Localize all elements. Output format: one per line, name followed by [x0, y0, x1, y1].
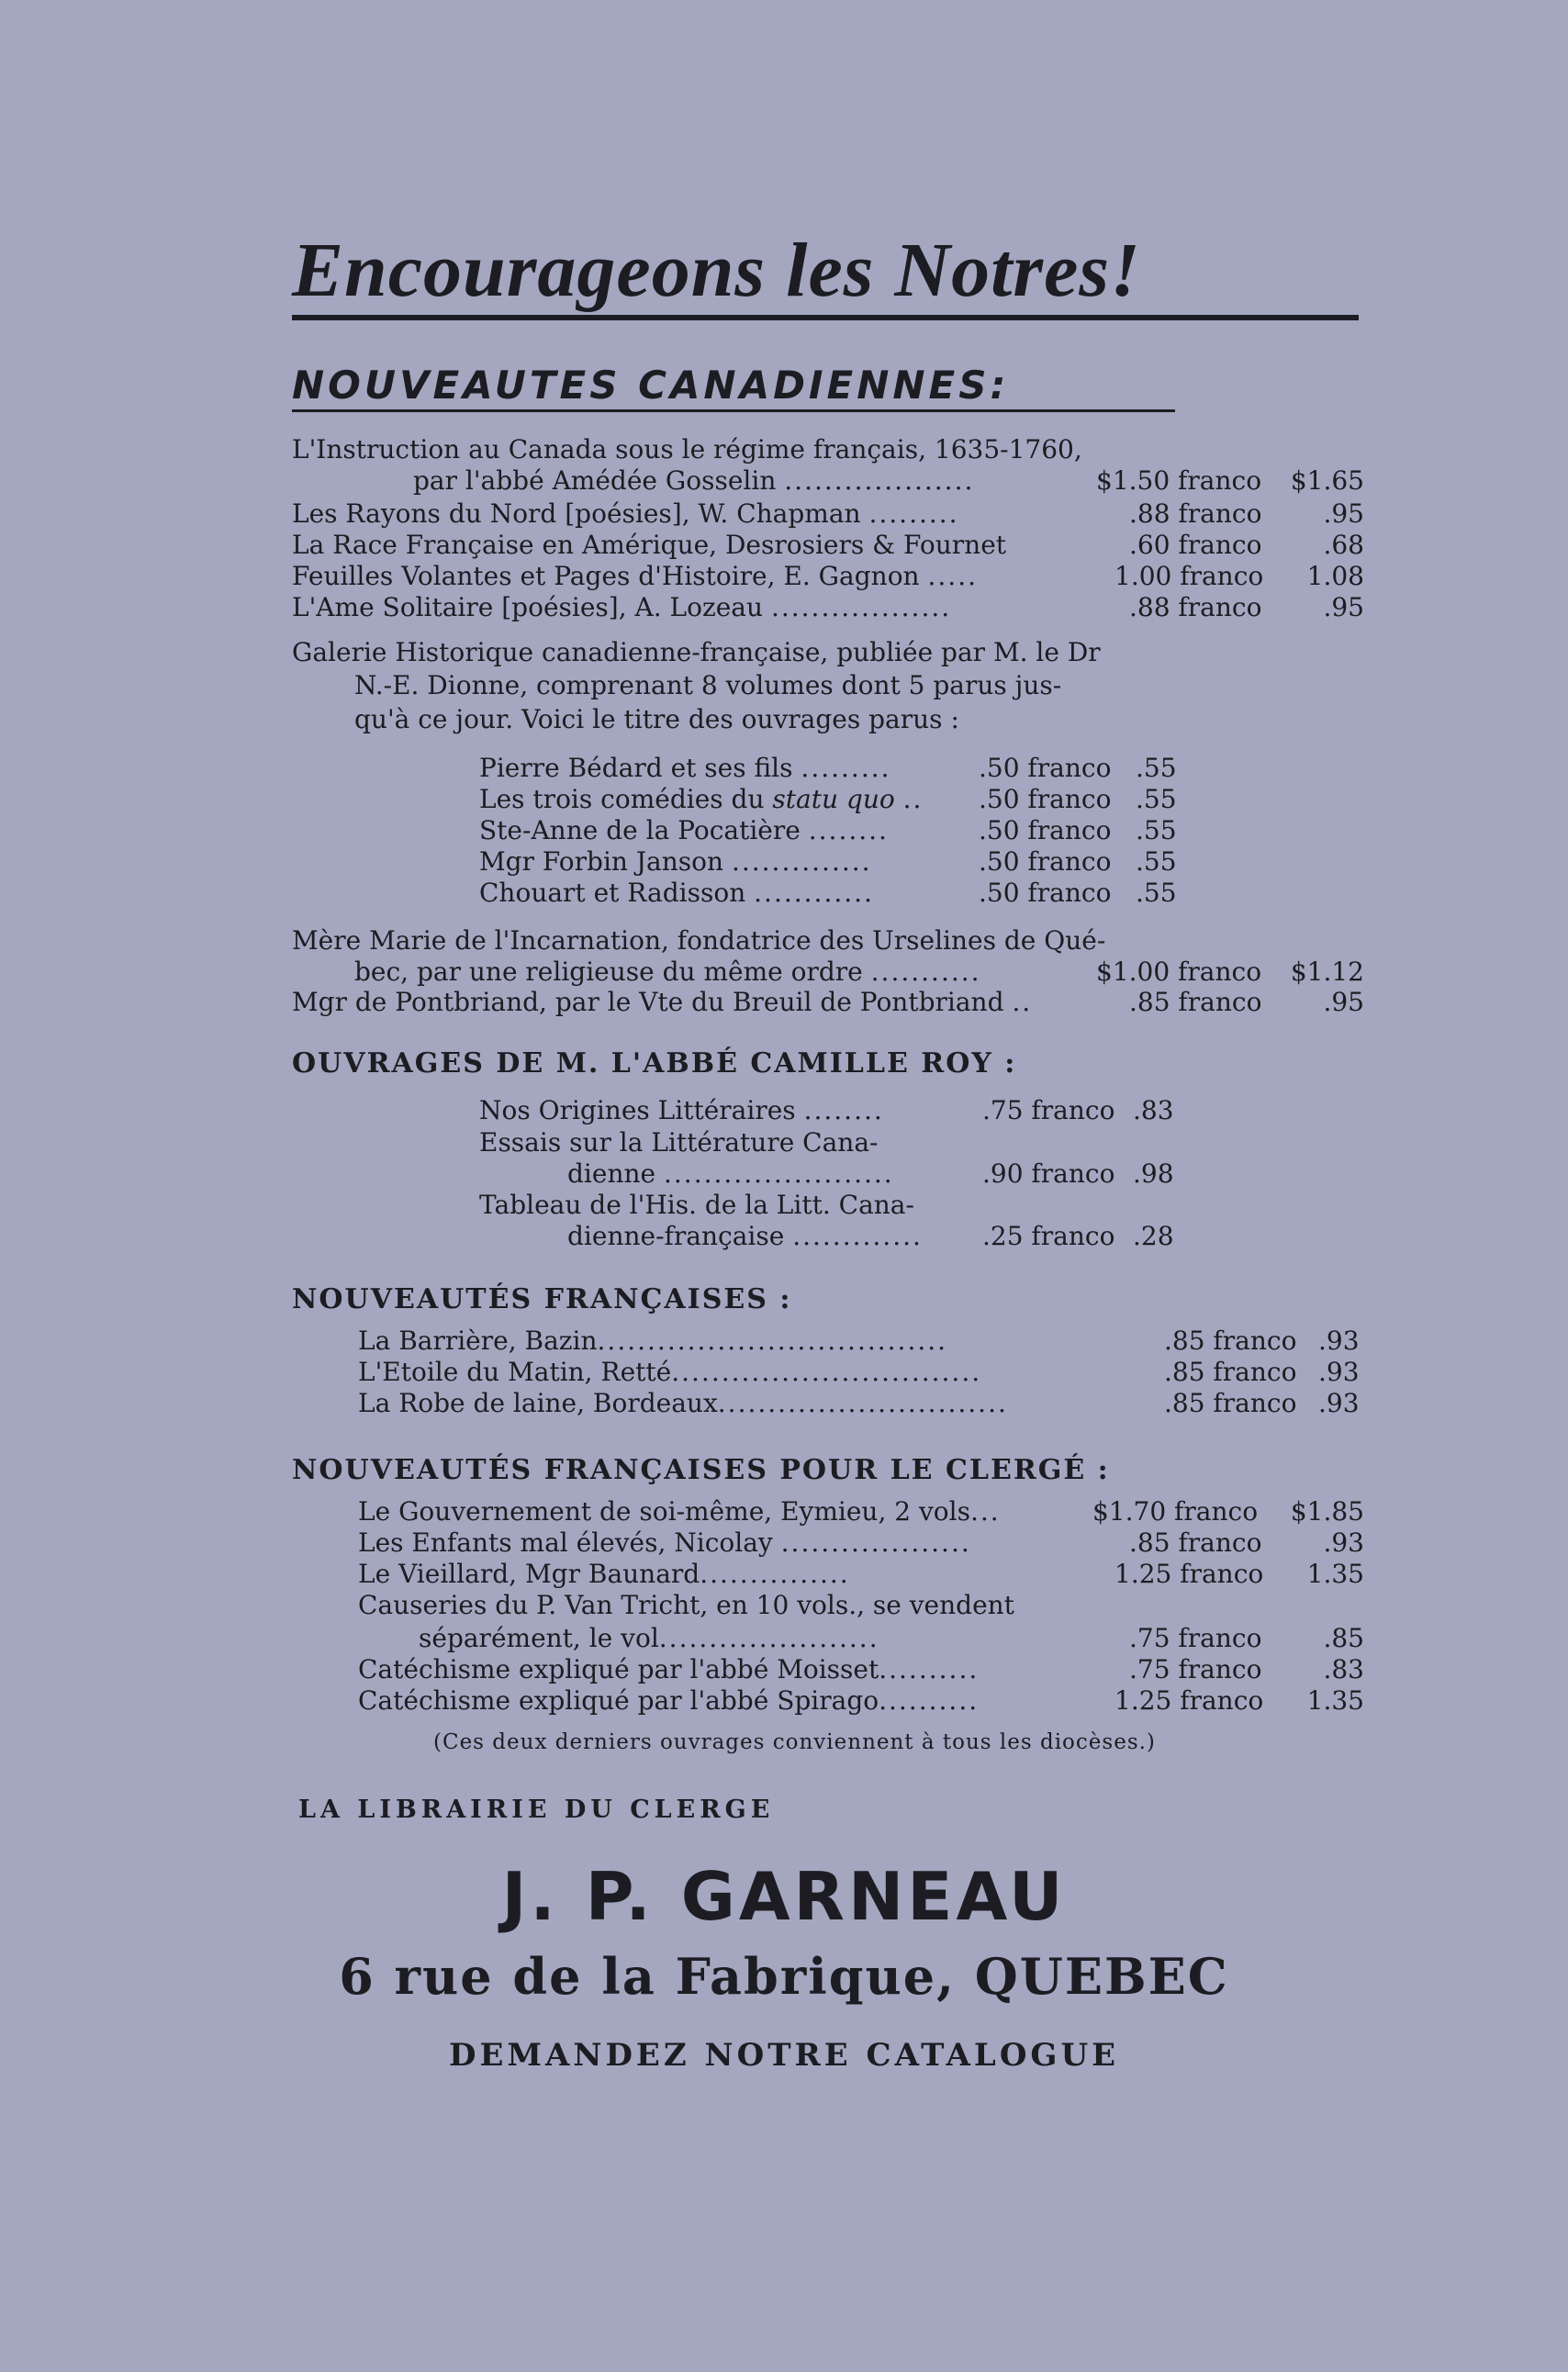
book-price: 1.00 franco [1114, 561, 1264, 591]
book-price: $1.50 franco [1096, 465, 1262, 496]
book-entry [358, 1326, 1368, 1357]
book-franco-price: .95 [1323, 498, 1364, 529]
book-price: .75 franco [982, 1095, 1115, 1125]
book-title: Mgr de Pontbriand, par le Vte du Breuil de Pontbriand .. [292, 987, 1033, 1017]
book-title: Nos Origines Littéraires ........ [479, 1095, 884, 1125]
book-price: .85 franco [1164, 1357, 1297, 1387]
book-price: .25 franco [982, 1221, 1115, 1251]
book-entry [292, 925, 1366, 990]
book-title: La Robe de laine, Bordeaux............................. [358, 1388, 1008, 1418]
book-title: Le Gouvernement de soi-même, Eymieu, 2 vols... [358, 1496, 1001, 1527]
volume-entry [479, 815, 1195, 846]
book-franco-price: .68 [1323, 530, 1364, 560]
book-title-line1: L'Instruction au Canada sous le régime français, 1635-1760, [292, 434, 1082, 464]
title-underline [292, 315, 1359, 320]
book-entry [358, 1496, 1368, 1527]
book-franco-price: 1.08 [1306, 561, 1364, 591]
volume-title: Chouart et Radisson ............ [479, 878, 874, 908]
volume-entry [479, 784, 1195, 815]
volume-entry [479, 846, 1195, 878]
book-price: 1.25 franco [1114, 1559, 1264, 1589]
book-title-line1: Causeries du P. Van Tricht, en 10 vols., se vendent [358, 1590, 1014, 1620]
book-franco-price: .93 [1318, 1357, 1360, 1387]
book-entry [292, 434, 1366, 498]
publisher-name: J. P. GARNEAU [501, 1858, 1067, 1935]
book-entry [479, 1095, 1195, 1126]
book-title: Les Enfants mal élevés, Nicolay ................... [358, 1527, 971, 1558]
book-franco-price: .95 [1323, 592, 1364, 622]
book-author: bec, par une religieuse du même ordre ........... [354, 957, 981, 987]
book-franco-price: .55 [1136, 815, 1177, 845]
book-franco-price: $1.12 [1290, 957, 1364, 987]
book-price: 1.25 franco [1114, 1685, 1264, 1716]
book-franco-price: .55 [1136, 753, 1177, 783]
book-franco-price: .85 [1323, 1623, 1364, 1653]
book-franco-price: .93 [1318, 1326, 1360, 1356]
book-franco-price: 1.35 [1306, 1559, 1364, 1589]
book-entry [479, 1127, 1195, 1192]
book-entry [292, 530, 1366, 561]
book-title: L'Ame Solitaire [poésies], A. Lozeau .................. [292, 592, 952, 622]
book-title-line1: Tableau de l'His. de la Litt. Cana- [479, 1190, 914, 1220]
book-price: .60 franco [1129, 530, 1262, 560]
volume-title: Les trois comédies du statu quo .. [479, 784, 924, 814]
book-entry [292, 561, 1366, 592]
galerie-line: Galerie Historique canadienne-française, publiée par M. le Dr [292, 637, 1101, 667]
book-franco-price: .93 [1318, 1388, 1360, 1418]
book-entry [292, 987, 1366, 1018]
book-price: .50 franco [979, 784, 1112, 814]
galerie-intro [292, 637, 1210, 738]
book-title-line2: dienne-française ............. [567, 1221, 923, 1251]
book-entry [479, 1190, 1195, 1254]
book-price: .85 franco [1129, 987, 1262, 1017]
book-franco-price: .93 [1323, 1527, 1364, 1558]
section-heading-francaises: NOUVEAUTÉS FRANÇAISES : [292, 1283, 792, 1315]
book-title-line1: Mère Marie de l'Incarnation, fondatrice des Urselines de Qué- [292, 925, 1106, 956]
book-price: .50 franco [979, 815, 1112, 845]
book-entry [358, 1527, 1368, 1559]
book-title: La Barrière, Bazin................................... [358, 1326, 948, 1356]
page-title: Encourageons les Notres! [292, 228, 1141, 313]
volume-title: Ste-Anne de la Pocatière ........ [479, 815, 889, 845]
book-price: $1.70 franco [1092, 1496, 1259, 1527]
book-author: par l'abbé Amédée Gosselin ................... [413, 465, 975, 496]
galerie-line: qu'à ce jour. Voici le titre des ouvrages parus : [354, 704, 959, 734]
book-franco-price: $1.65 [1290, 465, 1364, 496]
catalogue-call: DEMANDEZ NOTRE CATALOGUE [448, 2037, 1120, 2074]
book-price: .85 franco [1164, 1388, 1297, 1418]
book-franco-price: .98 [1133, 1158, 1174, 1189]
book-franco-price: $1.85 [1290, 1496, 1364, 1527]
book-franco-price: .28 [1133, 1221, 1174, 1251]
book-franco-price: .55 [1136, 784, 1177, 814]
volume-title: Pierre Bédard et ses fils ......... [479, 753, 891, 783]
book-price: .90 franco [982, 1158, 1115, 1189]
book-price: .88 franco [1129, 498, 1262, 529]
section-heading-canadiennes: NOUVEAUTES CANADIENNES: [292, 363, 1010, 408]
book-price: .85 franco [1164, 1326, 1297, 1356]
book-title: La Race Française en Amérique, Desrosiers & Fournet [292, 530, 1007, 560]
book-title: Catéchisme expliqué par l'abbé Spirago.......... [358, 1685, 980, 1716]
section-heading-clerge: NOUVEAUTÉS FRANÇAISES POUR LE CLERGÉ : [292, 1454, 1110, 1486]
galerie-line: N.-E. Dionne, comprenant 8 volumes dont 5 parus jus- [354, 670, 1062, 700]
book-price: .88 franco [1129, 592, 1262, 622]
book-entry [358, 1654, 1368, 1685]
book-franco-price: 1.35 [1306, 1685, 1364, 1716]
book-title-line2: séparément, le vol...................... [419, 1623, 879, 1653]
book-price: .75 franco [1129, 1623, 1262, 1653]
footnote: (Ces deux derniers ouvrages conviennent à tous les diocèses.) [433, 1730, 1156, 1754]
book-price: .75 franco [1129, 1654, 1262, 1684]
book-franco-price: .55 [1136, 846, 1177, 877]
book-franco-price: .55 [1136, 878, 1177, 908]
volume-entry [479, 878, 1195, 909]
book-price: .50 franco [979, 753, 1112, 783]
book-franco-price: .83 [1133, 1095, 1174, 1125]
book-entry [292, 592, 1366, 623]
book-price: .50 franco [979, 846, 1112, 877]
book-price: $1.00 franco [1096, 957, 1262, 987]
book-entry [358, 1559, 1368, 1590]
book-entry [358, 1590, 1368, 1654]
book-title: Le Vieillard, Mgr Baunard............... [358, 1559, 850, 1589]
librairie-label: LA LIBRAIRIE DU CLERGE [298, 1796, 775, 1824]
book-entry [358, 1357, 1368, 1388]
section-underline [292, 409, 1175, 412]
book-entry [358, 1685, 1368, 1717]
book-franco-price: .95 [1323, 987, 1364, 1017]
book-price: .85 franco [1129, 1527, 1262, 1558]
book-title: Les Rayons du Nord [poésies], W. Chapman ......... [292, 498, 959, 529]
volume-title: Mgr Forbin Janson .............. [479, 846, 872, 877]
section-heading-roy: OUVRAGES DE M. L'ABBÉ CAMILLE ROY : [292, 1047, 1017, 1080]
book-title: L'Etoile du Matin, Retté............................... [358, 1357, 982, 1387]
book-price: .50 franco [979, 878, 1112, 908]
publisher-address: 6 rue de la Fabrique, QUEBEC [339, 1947, 1229, 2006]
book-franco-price: .83 [1323, 1654, 1364, 1684]
book-entry [292, 498, 1366, 530]
book-title: Feuilles Volantes et Pages d'Histoire, E. Gagnon ..... [292, 561, 979, 591]
book-entry [358, 1388, 1368, 1419]
book-title-line1: Essais sur la Littérature Cana- [479, 1127, 879, 1158]
book-title-line2: dienne ....................... [567, 1158, 894, 1189]
book-title: Catéchisme expliqué par l'abbé Moisset.......... [358, 1654, 980, 1684]
volume-entry [479, 753, 1195, 784]
